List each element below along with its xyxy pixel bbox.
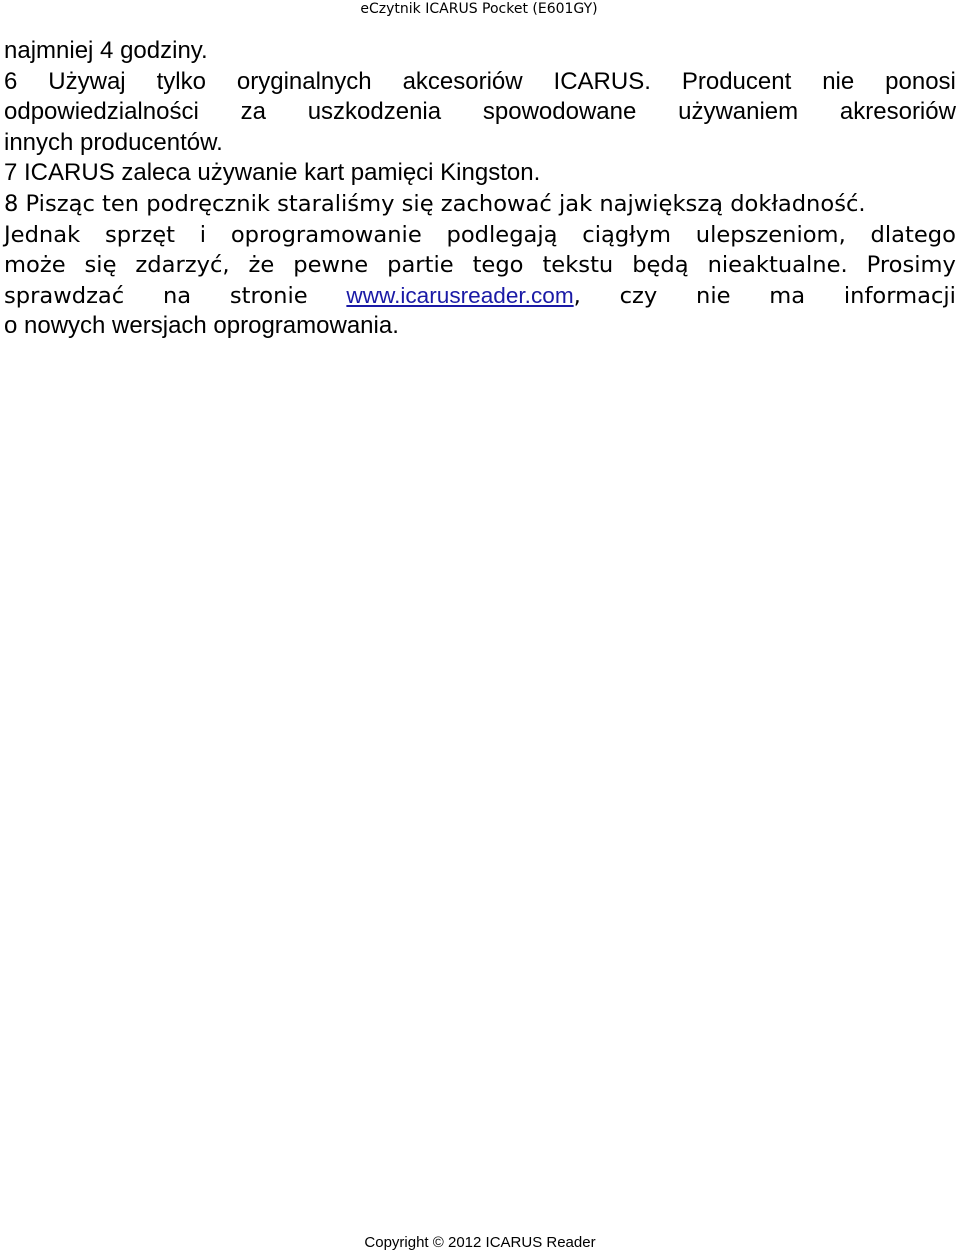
word: partie: [387, 252, 454, 279]
word: ulepszeniom,: [695, 221, 846, 248]
word: za: [240, 98, 266, 126]
text-line-1: najmniej 4 godziny.: [4, 37, 208, 64]
word: tekstu: [542, 252, 614, 279]
word: Używaj: [48, 67, 126, 95]
word: sprawdzać: [4, 282, 125, 309]
item-8-line-5: o nowych wersjach oprogramowania.: [4, 312, 399, 340]
word: podlegają: [446, 221, 558, 248]
word: odpowiedzialności: [4, 98, 199, 126]
word: tylko: [156, 67, 206, 95]
website-link-group: [346, 281, 580, 312]
item-6-line-2: [4, 97, 956, 128]
word: Producent: [681, 67, 792, 95]
word: nie: [696, 282, 731, 309]
word: akcesoriów: [402, 67, 523, 95]
item-8-line-3: [4, 250, 956, 281]
item-8-line-2: [4, 220, 956, 251]
word: się: [84, 252, 117, 279]
word: stronie: [229, 282, 308, 309]
word: ma: [769, 282, 806, 309]
word: używaniem: [678, 98, 799, 126]
word: że: [248, 252, 275, 279]
word: akresoriów: [839, 98, 956, 126]
word: czy: [619, 282, 658, 309]
word: uszkodzenia: [307, 98, 442, 126]
word: spowodowane: [482, 98, 637, 126]
word: Prosimy: [866, 252, 956, 279]
word: oryginalnych: [236, 67, 372, 95]
word: na: [162, 282, 192, 309]
word: ciągłym: [582, 221, 671, 248]
comma: ,: [573, 282, 581, 309]
word: Jednak: [4, 221, 81, 248]
page-body: [4, 36, 956, 342]
word: zdarzyć,: [135, 252, 230, 279]
word: dlatego: [870, 221, 956, 248]
word: nieaktualne.: [707, 252, 848, 279]
item-8-line-4: [4, 281, 956, 312]
item-8-line-1: 8 Pisząc ten podręcznik staraliśmy się zachować jak największą dokładność.: [4, 190, 866, 217]
website-link[interactable]: www.icarusreader.com: [346, 282, 574, 308]
word: może: [4, 252, 66, 279]
word: tego: [472, 252, 524, 279]
word: ponosi: [885, 67, 956, 95]
word: pewne: [293, 252, 369, 279]
word: będą: [632, 252, 689, 279]
page-header-title: eCzytnik ICARUS Pocket (E601GY): [360, 1, 598, 17]
word: 6: [4, 67, 18, 95]
copyright-text: Copyright © 2012 ICARUS Reader: [364, 1234, 596, 1251]
word: oprogramowanie: [230, 221, 422, 248]
word: ICARUS.: [553, 67, 651, 95]
page-footer: [0, 1233, 960, 1253]
item-6-line-1: [4, 67, 956, 98]
word: nie: [822, 67, 855, 95]
word: i: [199, 221, 207, 248]
page-header: [0, 0, 960, 18]
word: sprzęt: [104, 221, 175, 248]
word: informacji: [843, 282, 956, 309]
item-7: 7 ICARUS zaleca używanie kart pamięci Kingston.: [4, 159, 541, 187]
item-6-line-3: innych producentów.: [4, 128, 223, 156]
